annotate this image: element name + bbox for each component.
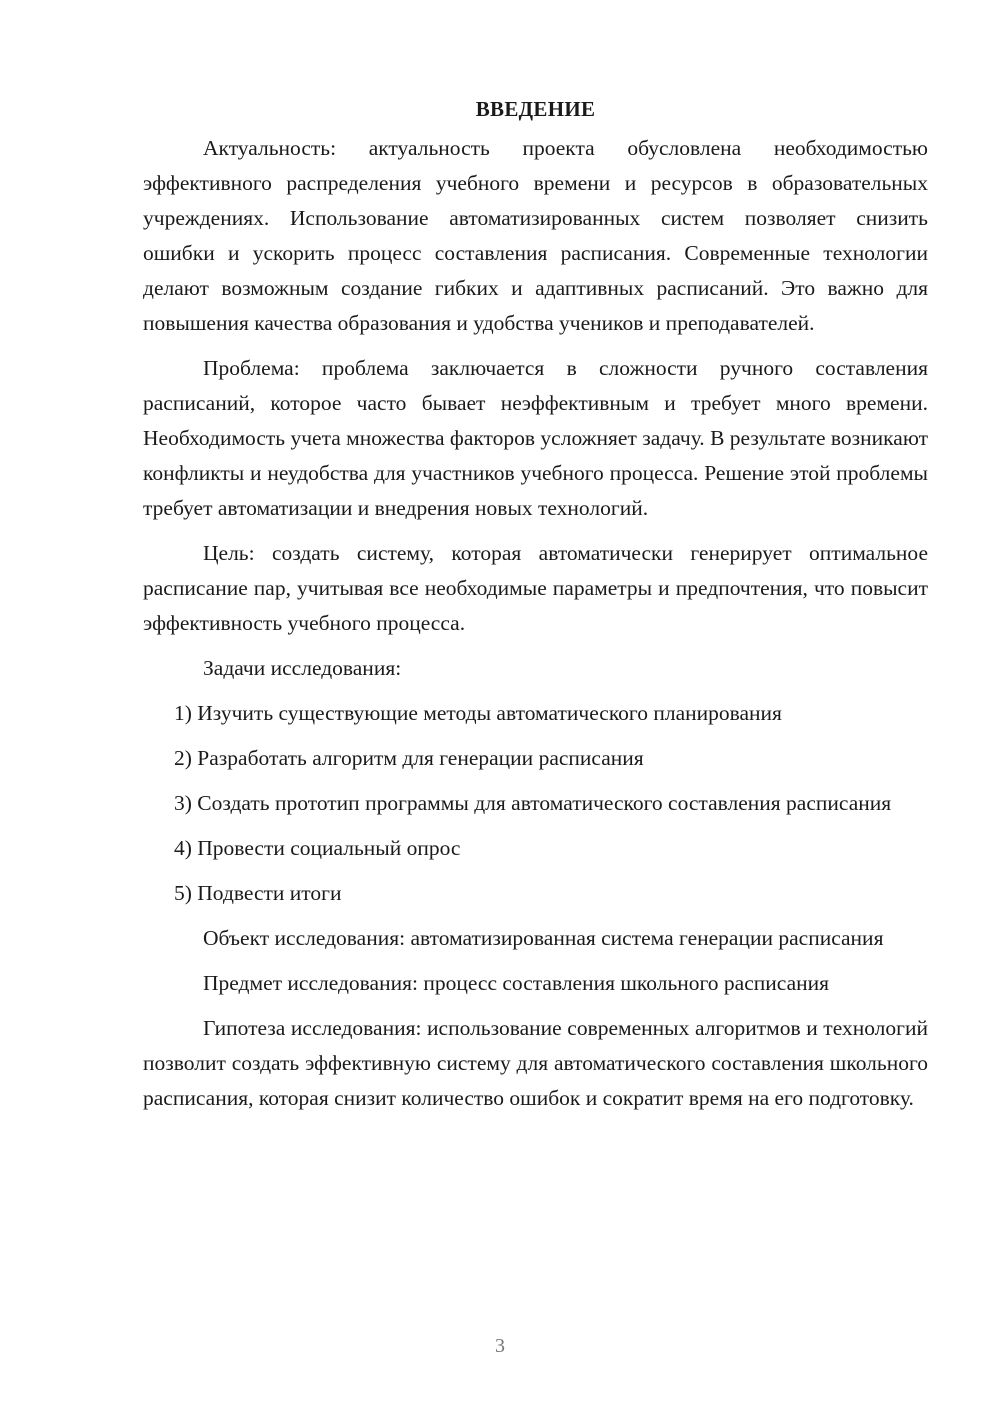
goal-paragraph: Цель: создать систему, которая автоматически генерирует оптимальное расписание пар, учитывая все необходимые параметры и предпочтения, что повысит эффективность учебного процесса. [143, 541, 928, 635]
document-page [143, 92, 928, 1126]
tasks-heading: Задачи исследования: [203, 656, 402, 680]
list-item: 4) Провести социальный опрос [174, 836, 461, 860]
problem-paragraph: Проблема: проблема заключается в сложности ручного составления расписаний, которое часто бывает неэффективным и требует много времени. Необходимость учета множества факторов усложняет задачу. В результате возникают конфликты и неудобства для участников учебного процесса. Решение этой проблемы требует автоматизации и внедрения новых технологий. [143, 356, 928, 520]
hypothesis-paragraph: Гипотеза исследования: использование современных алгоритмов и технологий позволит создать эффективную систему для автоматического составления школьного расписания, которая снизит количество ошибок и сократит время на его подготовку. [143, 1016, 928, 1110]
list-item: 3) Создать прототип программы для автоматического составления расписания [174, 791, 892, 815]
tasks-list [143, 696, 928, 911]
page-number: 3 [495, 1335, 505, 1357]
subject-paragraph: Предмет исследования: процесс составления школьного расписания [203, 971, 830, 995]
section-title: ВВЕДЕНИЕ [475, 97, 596, 121]
list-item: 5) Подвести итоги [174, 881, 342, 905]
object-paragraph: Объект исследования: автоматизированная система генерации расписания [203, 926, 884, 950]
list-item: 2) Разработать алгоритм для генерации расписания [174, 746, 644, 770]
relevance-paragraph: Актуальность: актуальность проекта обусловлена необходимостью эффективного распределения учебного времени и ресурсов в образовательных учреждениях. Использование автоматизированных систем позволяет снизить ошибки и ускорить процесс составления расписания. Современные технологии делают возможным создание гибких и адаптивных расписаний. Это важно для повышения качества образования и удобства учеников и преподавателей. [143, 136, 928, 335]
list-item: 1) Изучить существующие методы автоматического планирования [174, 701, 782, 725]
